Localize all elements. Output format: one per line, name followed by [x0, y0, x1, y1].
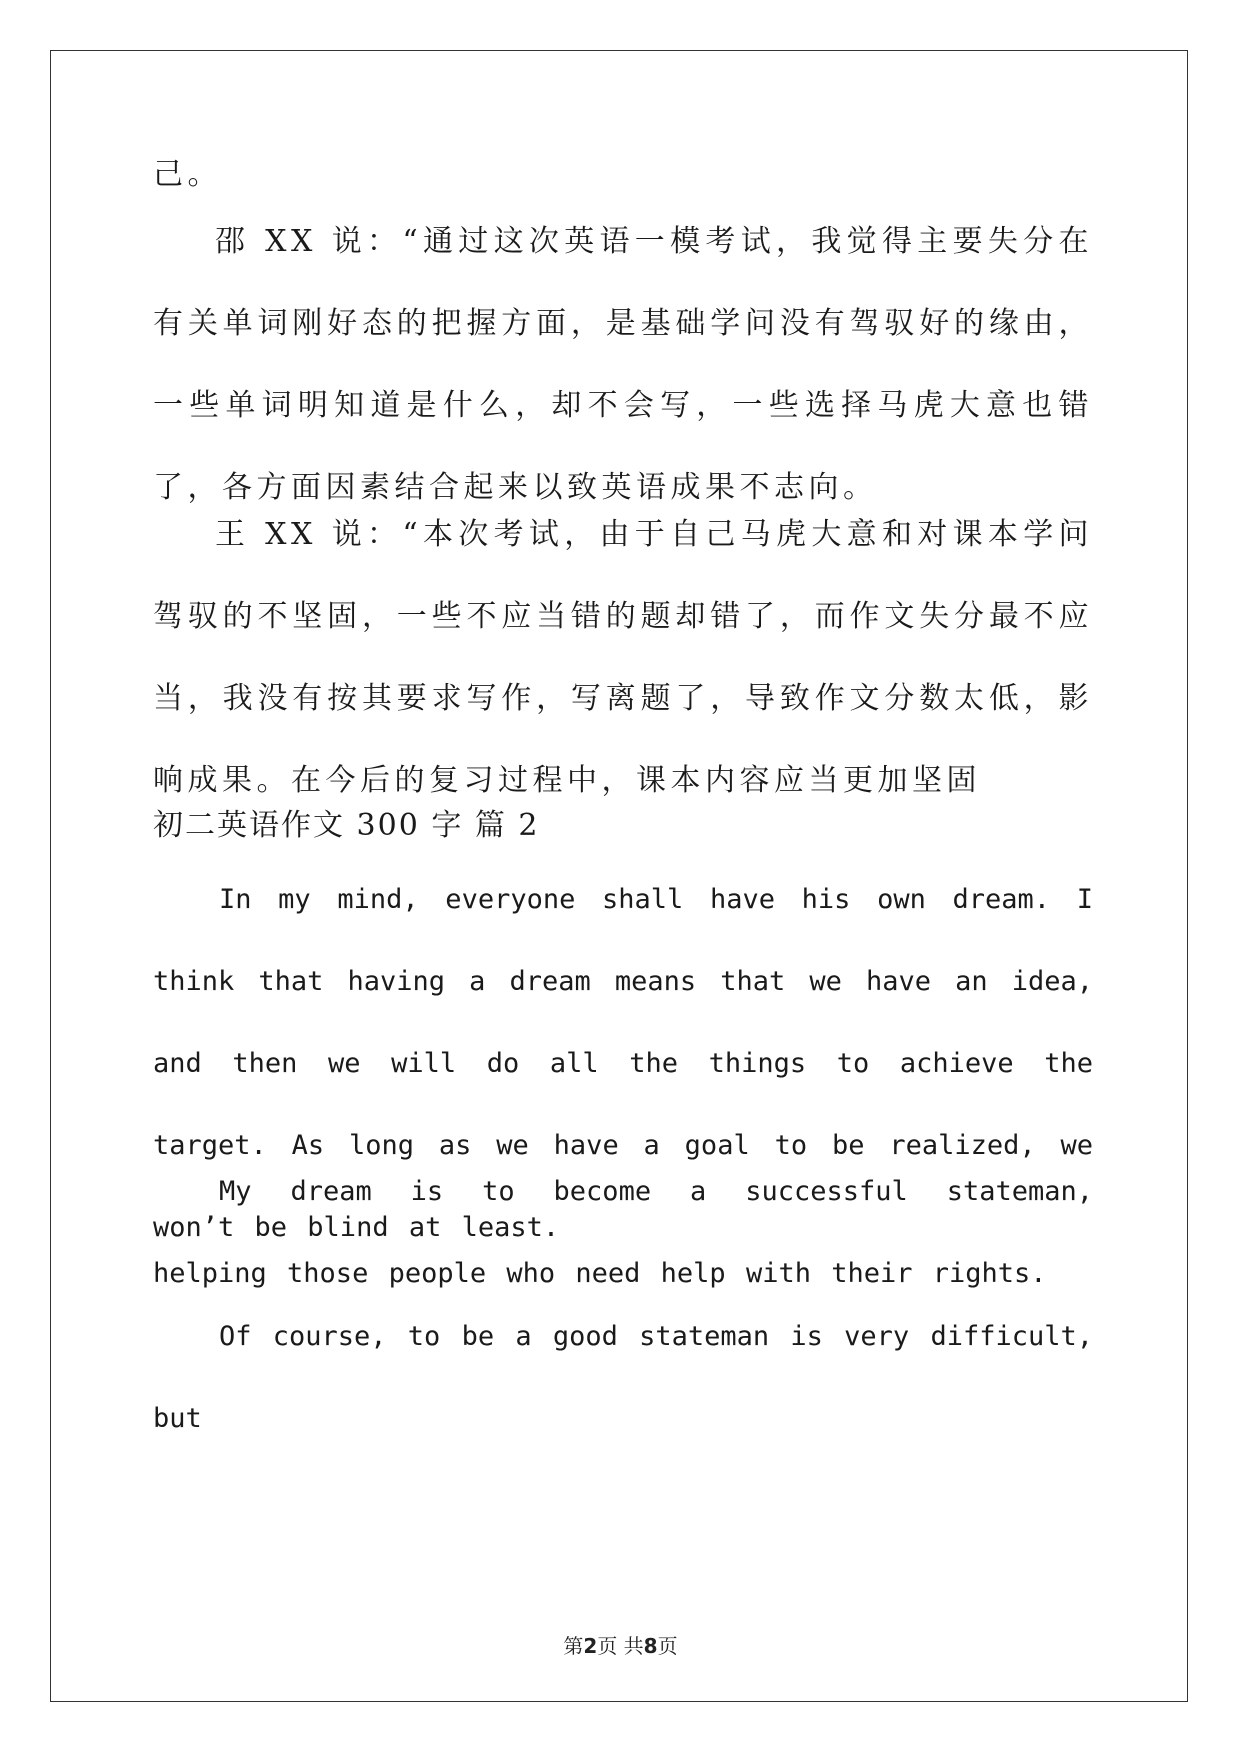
- section-heading: 初二英语作文 300 字 篇 2: [153, 808, 540, 843]
- paragraph-continuation: 己。: [153, 157, 222, 192]
- footer-suffix: 页: [657, 1634, 678, 1658]
- footer-prefix: 第: [563, 1634, 584, 1658]
- paragraph-shao: 邵 XX 说：“通过这次英语一模考试，我觉得主要失分在有关单词刚好态的把握方面，是基础学问没有驾驭好的缘由，一些单词明知道是什么，却不会写，一些选择马虎大意也错了，各方面因素结合起来以致英语成果不志向。: [153, 224, 1093, 505]
- paragraph-wang: 王 XX 说：“本次考试，由于自己马虎大意和对课本学问驾驭的不坚固，一些不应当错的题却错了，而作文失分最不应当，我没有按其要求写作，写离题了，导致作文分数太低，影响成果。在今后的复习过程中，课本内容应当更加坚固: [153, 517, 1093, 798]
- current-page-number: 2: [583, 1634, 598, 1658]
- paragraph-en-1: In my mind, everyone shall have his own dream. I think that having a dream means that we have an idea, and then we will do all the things to achieve the target. As long as we have a goal to be realized, we won’t be blind at least.: [153, 884, 1093, 1243]
- paragraph-en-2: My dream is to become a successful stateman, helping those people who need help with their rights.: [153, 1176, 1093, 1289]
- footer-mid: 页 共: [597, 1634, 644, 1658]
- page-footer: [0, 1630, 1241, 1659]
- total-page-number: 8: [643, 1634, 658, 1658]
- paragraph-en-3: Of course, to be a good stateman is very difficult, but: [153, 1321, 1093, 1434]
